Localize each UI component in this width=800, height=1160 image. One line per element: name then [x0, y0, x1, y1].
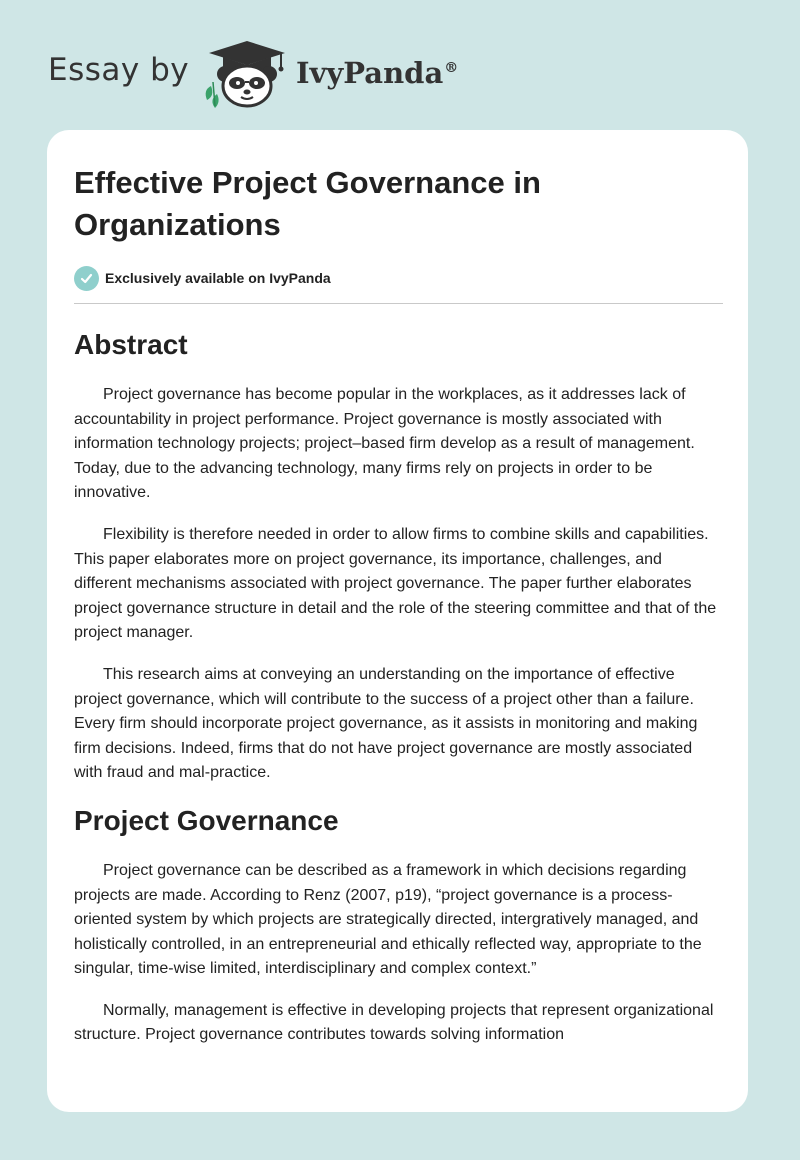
section-heading-abstract: Abstract [74, 329, 188, 360]
brand-prefix: Essay by [48, 52, 190, 88]
brand-name: IvyPanda® [296, 56, 459, 90]
paragraph: Normally, management is effective in developing projects that represent organizational structure. Project governance contributes towards solving information [74, 1001, 714, 1044]
paragraph: Flexibility is therefore needed in order to allow firms to combine skills and capabilities. This paper elaborates more on project governance, its importance, challenges, and different mechanisms associated with project governance. The paper further elaborates project governance structure in detail and the role of the steering committee and that of the project manager. [74, 525, 717, 642]
paragraph: Project governance has become popular in the workplaces, as it addresses lack of accountability in project performance. Project governance is mostly associated with information technology projects; project–based firm develop as a result of management. Today, due to the advancing technology, many firms rely on projects in order to be innovative. [74, 386, 695, 502]
exclusive-badge [74, 265, 723, 291]
paragraph: Project governance can be described as a framework in which decisions regarding projects are made. According to Renz (2007, p19), “project governance is a process-oriented system by which projects are strategically directed, intergratively managed, and holistically controlled, in an entrepreneurial and ethically reflected way, appropriate to the singular, time-wise limited, interdisciplinary and complex context.” [74, 861, 702, 978]
panda-graduate-logo-icon [201, 36, 297, 108]
paragraph: This research aims at conveying an understanding on the importance of effective project governance, which will contribute to the success of a project other than a failure. Every firm should incorporate project governance, as it assists in monitoring and making firm decisions. Indeed, firms that do not have project governance are mostly associated with fraud and mal-practice. [74, 665, 698, 782]
exclusive-label: Exclusively available on IvyPanda [105, 270, 331, 286]
brand-header [48, 36, 488, 108]
registered-mark: ® [444, 60, 459, 77]
checkmark-icon [74, 266, 99, 291]
divider [74, 303, 723, 304]
essay-content [74, 162, 723, 1048]
essay-title: Effective Project Governance in Organizations [74, 165, 541, 242]
essay-card [47, 130, 748, 1112]
section-heading-project-governance: Project Governance [74, 804, 339, 836]
